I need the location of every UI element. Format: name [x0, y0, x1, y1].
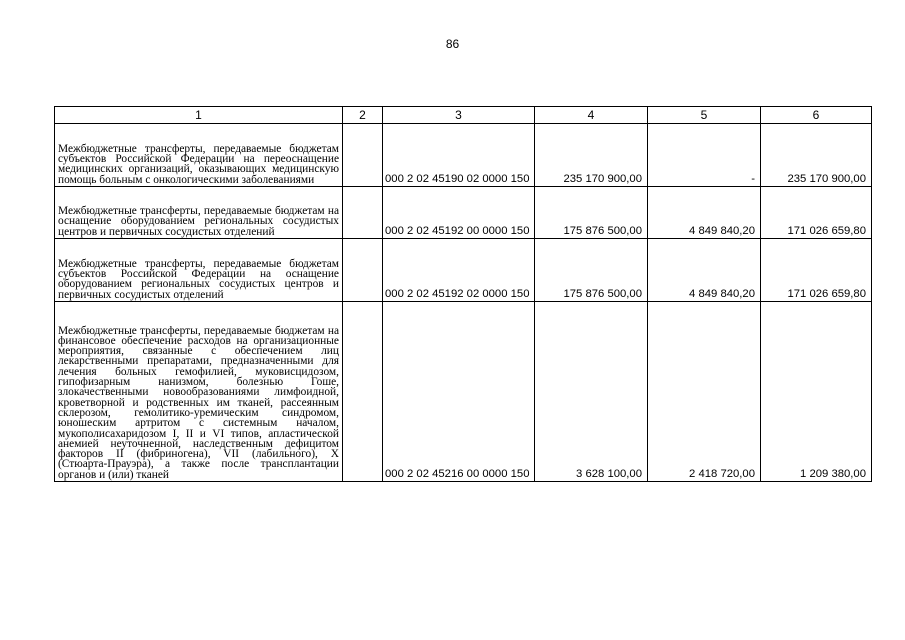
row-amount-col5: 2 418 720,00 [648, 302, 761, 482]
row-budget-code: 000 2 02 45190 02 0000 150 [383, 124, 535, 187]
table-header-row [55, 107, 872, 124]
row-description: Межбюджетные трансферты, передаваемые бюджетам субъектов Российской Федерации на оснащение оборудованием региональных сосудистых центров и первичных сосудистых отделений [55, 239, 343, 302]
row-col2 [343, 239, 383, 302]
table-row [55, 187, 872, 239]
row-col2 [343, 302, 383, 482]
row-col2 [343, 124, 383, 187]
column-header-1: 1 [55, 107, 343, 124]
row-amount-col4: 235 170 900,00 [535, 124, 648, 187]
column-header-5: 5 [648, 107, 761, 124]
row-description: Межбюджетные трансферты, передаваемые бюджетам на оснащение оборудованием региональных сосудистых центров и первичных сосудистых отделений [55, 187, 343, 239]
budget-table [54, 106, 872, 482]
row-amount-col5: 4 849 840,20 [648, 239, 761, 302]
row-description: Межбюджетные трансферты, передаваемые бюджетам субъектов Российской Федерации на переоснащение медицинских организаций, оказывающих медицинскую помощь больным с онкологическими заболеваниями [55, 124, 343, 187]
row-amount-col6: 1 209 380,00 [761, 302, 872, 482]
table-row [55, 302, 872, 482]
row-amount-col4: 3 628 100,00 [535, 302, 648, 482]
row-amount-col6: 171 026 659,80 [761, 239, 872, 302]
row-budget-code: 000 2 02 45216 00 0000 150 [383, 302, 535, 482]
column-header-3: 3 [383, 107, 535, 124]
row-amount-col6: 171 026 659,80 [761, 187, 872, 239]
row-amount-col4: 175 876 500,00 [535, 239, 648, 302]
row-col2 [343, 187, 383, 239]
page-number: 86 [445, 37, 460, 51]
column-header-6: 6 [761, 107, 872, 124]
column-header-2: 2 [343, 107, 383, 124]
table-row [55, 124, 872, 187]
column-header-4: 4 [535, 107, 648, 124]
row-amount-col5: 4 849 840,20 [648, 187, 761, 239]
row-amount-col5: - [648, 124, 761, 187]
row-description: Межбюджетные трансферты, передаваемые бюджетам на финансовое обеспечение расходов на организационные мероприятия, связанные с обеспечением лиц лекарственными препаратами, предназначенными для лечения больных гемофилией, муковисцидозом, гипофизарным нанизмом, болезнью Гоше, злокачественными новообразованиями лимфоидной, кроветворной и родственных им тканей, рассеянным склерозом, гемолитико-уремическим синдромом, юношеским артритом с системным началом, мукополисахаридозом I, II и VI типов, апластической анемией неуточненной, наследственным дефицитом факторов II (фибриногена), VII (лабильного), X (Стюарта-Прауэра), а также после трансплантации органов и (или) тканей [55, 302, 343, 482]
row-amount-col6: 235 170 900,00 [761, 124, 872, 187]
row-budget-code: 000 2 02 45192 00 0000 150 [383, 187, 535, 239]
row-budget-code: 000 2 02 45192 02 0000 150 [383, 239, 535, 302]
table-row [55, 239, 872, 302]
row-amount-col4: 175 876 500,00 [535, 187, 648, 239]
